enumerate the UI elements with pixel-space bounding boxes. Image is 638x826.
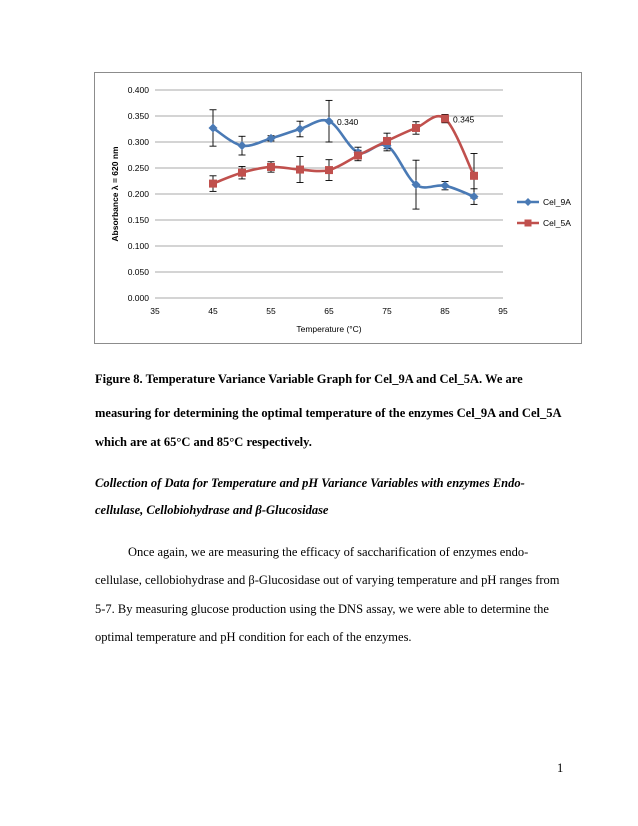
legend-marker bbox=[524, 198, 532, 206]
paragraph-line-1: Once again, we are measuring the efficacy of saccharification of enzymes endo- bbox=[128, 545, 529, 559]
section-heading-line-2: cellulase, Cellobiohydrase and β-Glucosidase bbox=[95, 503, 329, 517]
y-tick-label: 0.150 bbox=[127, 215, 149, 225]
data-point bbox=[383, 137, 391, 145]
legend-marker bbox=[525, 220, 532, 227]
data-point bbox=[209, 180, 217, 188]
y-tick-label: 0.350 bbox=[127, 111, 149, 121]
x-tick-label: 75 bbox=[382, 306, 392, 316]
page-number: 1 bbox=[557, 761, 564, 775]
data-point bbox=[296, 125, 305, 134]
y-tick-label: 0.250 bbox=[127, 163, 149, 173]
figure-caption-line-2: measuring for determining the optimal temperature of the enzymes Cel_9A and Cel_5A bbox=[95, 406, 562, 420]
section-heading-line-1: Collection of Data for Temperature and pH Variance Variables with enzymes Endo- bbox=[95, 476, 525, 490]
legend-label: Cel_5A bbox=[543, 218, 571, 228]
x-axis-title: Temperature (°C) bbox=[296, 324, 362, 334]
chart-container bbox=[94, 72, 582, 344]
data-point bbox=[296, 166, 304, 174]
data-point bbox=[267, 163, 275, 171]
temperature-chart bbox=[95, 73, 583, 345]
data-point bbox=[354, 152, 362, 160]
y-tick-label: 0.200 bbox=[127, 189, 149, 199]
figure-caption-line-3: which are at 65°C and 85°C respectively. bbox=[95, 435, 312, 449]
paragraph-line-4: optimal temperature and pH condition for each of the enzymes. bbox=[95, 630, 412, 644]
y-axis-title: Absorbance λ = 620 nm bbox=[110, 146, 120, 242]
x-tick-label: 85 bbox=[440, 306, 450, 316]
data-point bbox=[267, 134, 276, 143]
data-point bbox=[238, 169, 246, 177]
data-point bbox=[470, 192, 479, 201]
data-point bbox=[441, 115, 449, 123]
paragraph-line-3: 5-7. By measuring glucose production using the DNS assay, we were able to determine the bbox=[95, 602, 549, 616]
y-tick-label: 0.100 bbox=[127, 241, 149, 251]
data-point bbox=[470, 172, 478, 180]
x-tick-label: 45 bbox=[208, 306, 218, 316]
figure-caption-line-1: Figure 8. Temperature Variance Variable Graph for Cel_9A and Cel_5A. We are bbox=[95, 372, 523, 386]
paragraph-line-2: cellulase, cellobiohydrase and β-Glucosidase out of varying temperature and pH ranges from bbox=[95, 573, 560, 587]
y-tick-label: 0.050 bbox=[127, 267, 149, 277]
x-tick-label: 35 bbox=[150, 306, 160, 316]
series-line-Cel_9A bbox=[213, 120, 474, 196]
y-tick-label: 0.300 bbox=[127, 137, 149, 147]
data-point bbox=[441, 181, 450, 190]
data-label: 0.345 bbox=[453, 114, 475, 125]
data-point bbox=[412, 124, 420, 132]
data-label: 0.340 bbox=[337, 117, 359, 128]
x-tick-label: 55 bbox=[266, 306, 276, 316]
y-tick-label: 0.000 bbox=[127, 293, 149, 303]
data-point bbox=[325, 166, 333, 174]
y-tick-label: 0.400 bbox=[127, 85, 149, 95]
data-point bbox=[238, 141, 247, 150]
x-tick-label: 65 bbox=[324, 306, 334, 316]
x-tick-label: 95 bbox=[498, 306, 508, 316]
legend-label: Cel_9A bbox=[543, 197, 571, 207]
